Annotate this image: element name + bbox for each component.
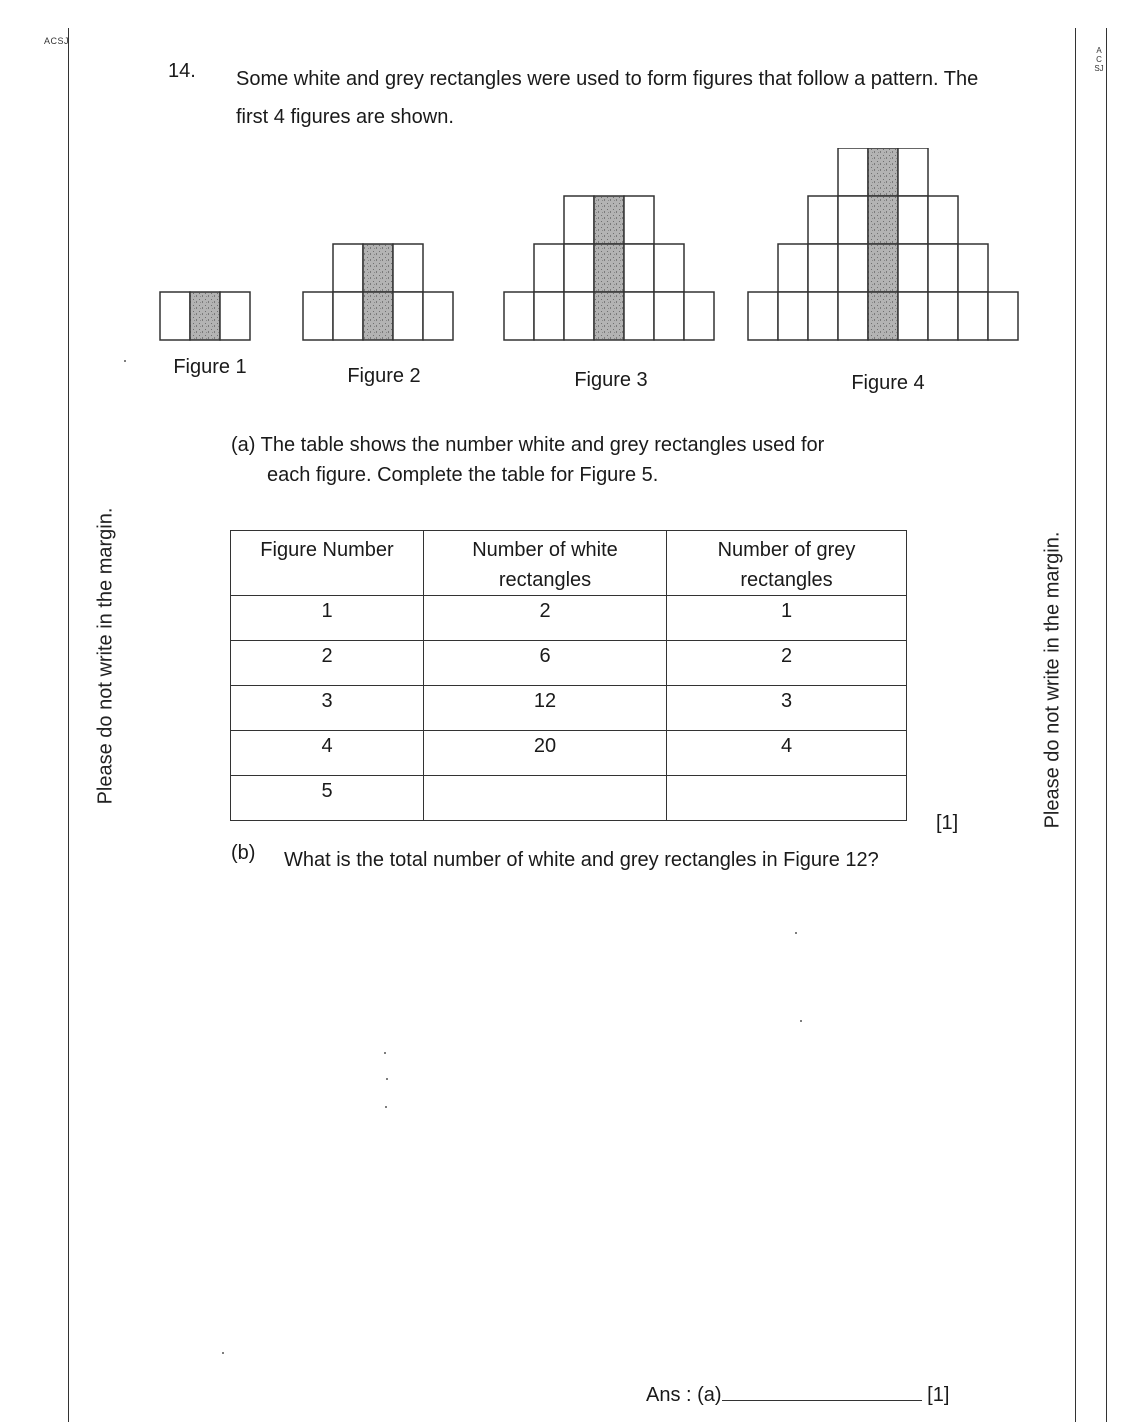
- school-code-right: ACSJ: [1094, 46, 1104, 73]
- white-rectangle: [624, 292, 654, 340]
- scan-speck: [124, 360, 126, 362]
- grey-rectangle: [594, 196, 624, 244]
- grey-rectangle: [363, 292, 393, 340]
- white-rectangle: [808, 292, 838, 340]
- white-rectangle: [778, 244, 808, 292]
- white-count-cell: 2: [424, 596, 667, 641]
- rectangles-table: [230, 530, 907, 821]
- table-header-row: [231, 531, 907, 596]
- grey-rectangle: [868, 196, 898, 244]
- answer-marks: [1]: [927, 1384, 950, 1406]
- question-number: 14.: [168, 60, 196, 82]
- right-margin-line: [1075, 28, 1076, 1422]
- white-rectangle: [838, 292, 868, 340]
- grey-count-cell: 3: [667, 686, 907, 731]
- margin-warning-right: Please do not write in the margin.: [1041, 531, 1064, 829]
- grey-count-cell: 4: [667, 731, 907, 776]
- white-rectangle: [988, 292, 1018, 340]
- grey-rectangle: [363, 244, 393, 292]
- white-rectangle: [778, 292, 808, 340]
- right-edge-line: [1106, 28, 1107, 1422]
- white-rectangle: [958, 292, 988, 340]
- grey-count-cell: 1: [667, 596, 907, 641]
- white-count-cell: 6: [424, 641, 667, 686]
- figure-number-cell: 5: [231, 776, 424, 821]
- white-rectangle: [564, 244, 594, 292]
- figure-number-cell: 1: [231, 596, 424, 641]
- table-row: [231, 641, 907, 686]
- white-rectangle: [220, 292, 250, 340]
- white-rectangle: [564, 292, 594, 340]
- white-rectangle: [958, 244, 988, 292]
- white-rectangle: [534, 244, 564, 292]
- white-rectangle: [333, 244, 363, 292]
- white-rectangle: [808, 244, 838, 292]
- school-code-left: ACSJ: [44, 36, 70, 46]
- figure-1: [160, 292, 250, 340]
- white-rectangle: [393, 244, 423, 292]
- white-rectangle: [898, 292, 928, 340]
- figure-3-label: Figure 3: [574, 369, 648, 391]
- part-a-prompt: [231, 430, 961, 490]
- white-rectangle: [624, 244, 654, 292]
- figure-4: [748, 148, 1018, 340]
- white-rectangle: [898, 148, 928, 196]
- scan-speck: [795, 932, 797, 934]
- white-rectangle: [748, 292, 778, 340]
- white-rectangle: [624, 196, 654, 244]
- pattern-figures: [150, 148, 1030, 348]
- figure-3: [504, 196, 714, 340]
- white-rectangle: [928, 244, 958, 292]
- grey-rectangle: [868, 244, 898, 292]
- part-b-question: What is the total number of white and grey rectangles in Figure 12?: [284, 849, 879, 871]
- scan-speck: [386, 1078, 388, 1080]
- figure-number-cell: 3: [231, 686, 424, 731]
- white-rectangle: [333, 292, 363, 340]
- white-rectangle: [838, 196, 868, 244]
- white-rectangle: [654, 244, 684, 292]
- answer-row: [646, 1382, 949, 1407]
- grey-count-cell: 2: [667, 641, 907, 686]
- white-rectangle: [684, 292, 714, 340]
- white-rectangle: [534, 292, 564, 340]
- grey-rectangle: [868, 292, 898, 340]
- white-rectangle: [303, 292, 333, 340]
- white-rectangle: [564, 196, 594, 244]
- white-rectangle: [160, 292, 190, 340]
- white-rectangle: [928, 292, 958, 340]
- table-row: [231, 686, 907, 731]
- white-count-answer-cell[interactable]: [424, 776, 667, 821]
- figure-1-label: Figure 1: [173, 356, 247, 378]
- figure-number-cell: 2: [231, 641, 424, 686]
- left-margin-line: [68, 28, 69, 1422]
- white-rectangle: [423, 292, 453, 340]
- part-a-label: (a): [231, 434, 256, 456]
- figure-2-label: Figure 2: [347, 365, 421, 387]
- white-rectangle: [928, 196, 958, 244]
- figure-number-cell: 4: [231, 731, 424, 776]
- figure-2: [303, 244, 453, 340]
- part-a-line-1: The table shows the number white and grey rectangles used for: [260, 434, 825, 456]
- scan-speck: [222, 1352, 224, 1354]
- figure-4-label: Figure 4: [851, 372, 925, 394]
- answer-blank[interactable]: [722, 1382, 922, 1401]
- scan-speck: [800, 1020, 802, 1022]
- white-rectangle: [898, 244, 928, 292]
- part-a-marks: [1]: [936, 812, 959, 834]
- white-rectangle: [838, 244, 868, 292]
- table-row: [231, 731, 907, 776]
- scan-speck: [384, 1052, 386, 1054]
- grey-count-answer-cell[interactable]: [667, 776, 907, 821]
- grey-rectangle: [594, 244, 624, 292]
- grey-rectangle: [594, 292, 624, 340]
- white-rectangle: [808, 196, 838, 244]
- part-b-label: (b): [231, 842, 256, 864]
- white-rectangle: [898, 196, 928, 244]
- scan-speck: [385, 1106, 387, 1108]
- margin-warning-left: Please do not write in the margin.: [94, 507, 117, 805]
- table-row: [231, 776, 907, 821]
- header-figure-number: Figure Number: [231, 531, 424, 596]
- header-grey-count: Number of grey rectangles: [667, 531, 907, 596]
- answer-prefix: Ans : (a): [646, 1384, 722, 1406]
- table-row: [231, 596, 907, 641]
- white-rectangle: [654, 292, 684, 340]
- grey-rectangle: [868, 148, 898, 196]
- white-count-cell: 20: [424, 731, 667, 776]
- grey-rectangle: [190, 292, 220, 340]
- part-a-line-2: each figure. Complete the table for Figure 5.: [267, 464, 659, 486]
- white-rectangle: [504, 292, 534, 340]
- white-rectangle: [393, 292, 423, 340]
- question-text: Some white and grey rectangles were used to form figures that follow a pattern. The first 4 figures are shown.: [236, 68, 979, 128]
- header-white-count: Number of white rectangles: [424, 531, 667, 596]
- white-count-cell: 12: [424, 686, 667, 731]
- white-rectangle: [838, 148, 868, 196]
